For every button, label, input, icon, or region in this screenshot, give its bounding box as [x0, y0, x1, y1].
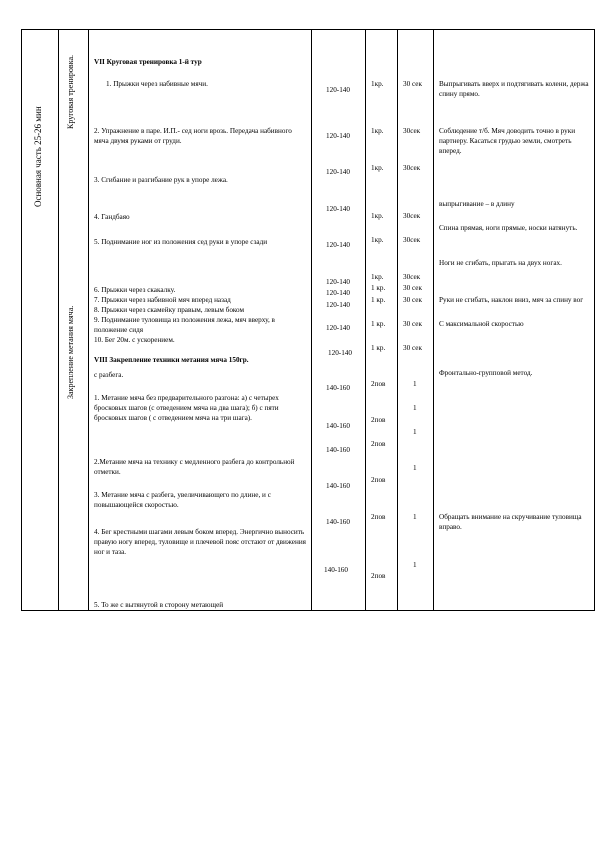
- reps-8: 1 кр.: [371, 296, 386, 304]
- note-7: Руки не сгибать, наклон вниз, мяч за спину вог: [439, 296, 584, 304]
- hr-3: 120-140: [326, 168, 350, 176]
- throw-count-5: 1: [413, 513, 417, 521]
- time-6: 30сек: [403, 273, 421, 281]
- exercise-3: 3. Сгибание и разгибание рук в упоре лежа.: [94, 176, 228, 184]
- throw-exercise-2: 2.Метание мяча на технику с медленного разбега до контрольной отметки.: [94, 458, 295, 476]
- time-9: 30 сек: [403, 320, 422, 328]
- throw-count-4: 1: [413, 464, 417, 472]
- time-10: 30 сек: [403, 344, 422, 352]
- throw-label: Закрепление метания мяча.: [66, 305, 75, 399]
- time-4: 30сек: [403, 212, 421, 220]
- part-label: Основная часть 25-26 мин: [33, 106, 43, 207]
- time-7: 30 сек: [403, 284, 422, 292]
- hr-7: 120-140: [326, 289, 350, 297]
- exercise-5: 5. Поднимание ног из положения сед руки в упоре сзади: [94, 238, 268, 246]
- method-note: Фронтально-групповой метод.: [439, 369, 533, 377]
- note-5: Спина прямая, ноги прямые, носки натянуть.: [439, 224, 578, 232]
- throw-hr-3: 140-160: [326, 446, 350, 454]
- throw-hr-1: 140-160: [326, 384, 350, 392]
- reps-1: 1кр.: [371, 80, 384, 88]
- note-6: Ноги не сгибать, прыгать на двух ногах.: [439, 259, 562, 267]
- note-torso: Обращать внимание на скручивание туловища вправо.: [439, 513, 582, 531]
- hr-8: 120-140: [326, 301, 350, 309]
- reps-9: 1 кр.: [371, 320, 386, 328]
- hr-1: 120-140: [326, 86, 350, 94]
- throw-reps-4: 2пов: [371, 476, 386, 484]
- throw-hr-2: 140-160: [326, 422, 350, 430]
- throw-exercise-5: 5. То же с вытянутой в сторону метающей: [94, 601, 224, 609]
- time-3: 30сек: [403, 164, 421, 172]
- exercise-2: 2. Упражнение в паре. И.П.- сед ноги врозь. Передача набивного мяча двумя руками от груди.: [94, 127, 292, 145]
- hr-9: 120-140: [326, 324, 350, 332]
- throw-reps-3: 2пов: [371, 440, 386, 448]
- reps-5: 1кр.: [371, 236, 384, 244]
- section-heading-circuit: VII Круговая тренировка 1-й тур: [94, 58, 202, 66]
- throw-reps-1: 2пов: [371, 380, 386, 388]
- reps-2: 1кр.: [371, 127, 384, 135]
- throw-hr-4: 140-160: [326, 482, 350, 490]
- throw-count-3: 1: [413, 428, 417, 436]
- throw-exercise-4: 4. Бег крестными шагами левым боком вперед. Энергично выносить правую ногу вперед, туловище и плечевой пояс отстают от движения ног и таза.: [94, 528, 306, 556]
- throw-reps-5: 2пов: [371, 513, 386, 521]
- hr-4: 120-140: [326, 205, 350, 213]
- exercise-10: 10. Бег 20м. с ускорением.: [94, 336, 175, 344]
- throw-hr-6: 140-160: [324, 566, 348, 574]
- throw-reps-6: 2пов: [371, 572, 386, 580]
- exercise-9: 9. Поднимание туловища из положения лежа, мяч вверху, в положение сидя: [94, 316, 275, 334]
- note-4: выпрыгивание – в длину: [439, 200, 515, 208]
- hr-6: 120-140: [326, 278, 350, 286]
- throw-hr-5: 140-160: [326, 518, 350, 526]
- throw-count-6: 1: [413, 561, 417, 569]
- note-2: Соблюдение т/б. Мяч доводить точно в руки партнеру. Касаться грудью земли, смотреть вперед.: [439, 127, 576, 155]
- exercise-7: 7. Прыжки через набивной мяч вперед назад: [94, 296, 231, 304]
- circuit-label: Круговая тренировка.: [66, 54, 75, 129]
- exercise-1: 1. Прыжки через набивные мячи.: [106, 80, 208, 88]
- exercise-4: 4. Гандбаяо: [94, 213, 130, 221]
- time-5: 30сек: [403, 236, 421, 244]
- throw-count-2: 1: [413, 404, 417, 412]
- section-heading-throw: VIII Закрепление техники метания мяча 150гр.: [94, 356, 249, 364]
- lesson-plan-table: [21, 29, 595, 611]
- throw-reps-2: 2пов: [371, 416, 386, 424]
- hr-10: 120-140: [328, 349, 352, 357]
- reps-6: 1кр.: [371, 273, 384, 281]
- throw-exercise-1: 1. Метание мяча без предварительного разгона: а) с четырех бросковых шагов (с отведением мяча на два шага); б) с пяти бросковых шагов ( с отведением мяча на три шага).: [94, 394, 279, 422]
- exercise-8: 8. Прыжки через скамейку правым, левым боком: [94, 306, 245, 314]
- reps-4: 1кр.: [371, 212, 384, 220]
- reps-10: 1 кр.: [371, 344, 386, 352]
- section-heading-throw-cont: с разбега.: [94, 371, 124, 379]
- throw-count-1: 1: [413, 380, 417, 388]
- time-2: 30сек: [403, 127, 421, 135]
- exercise-6: 6. Прыжки через скакалку.: [94, 286, 176, 294]
- reps-3: 1кр.: [371, 164, 384, 172]
- reps-7: 1 кр.: [371, 284, 386, 292]
- note-1: Выпрыгивать вверх и подтягивать колени, держа спину прямо.: [439, 80, 589, 98]
- hr-5: 120-140: [326, 241, 350, 249]
- hr-2: 120-140: [326, 132, 350, 140]
- time-1: 30 сек: [403, 80, 422, 88]
- note-8: С максимальной скоростью: [439, 320, 524, 328]
- throw-exercise-3: 3. Метание мяча с разбега, увеличивающего по длине, и с повышающейся скоростью.: [94, 491, 271, 509]
- time-8: 30 сек: [403, 296, 422, 304]
